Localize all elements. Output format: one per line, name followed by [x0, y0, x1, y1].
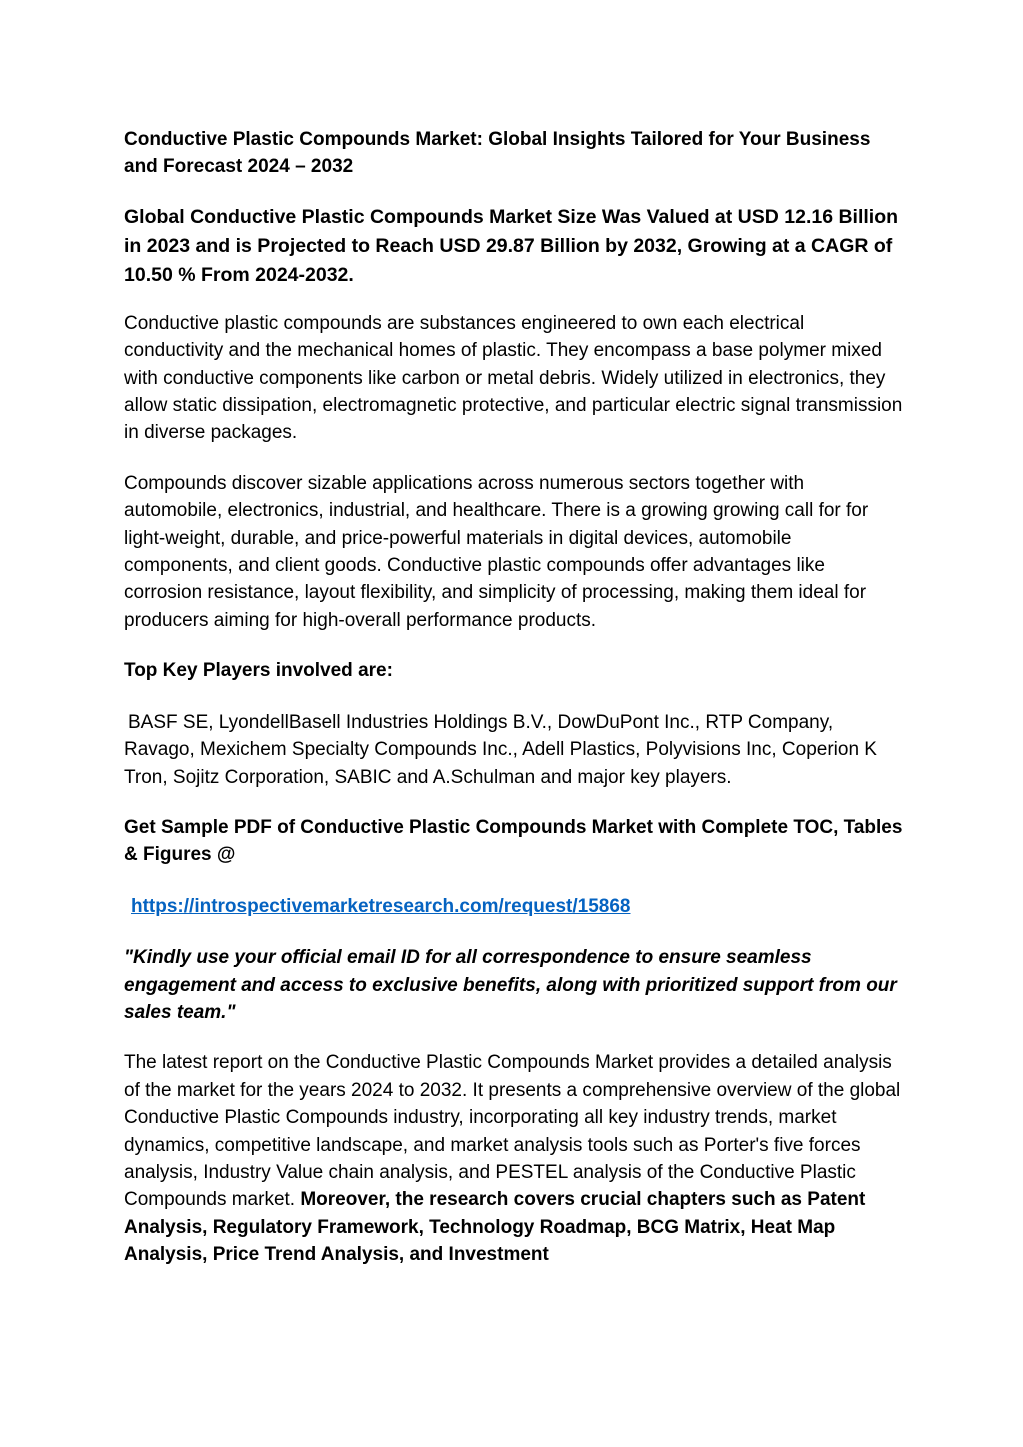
sample-request-link[interactable]: https://introspectivemarketresearch.com/request/15868: [131, 895, 631, 917]
report-paragraph: [124, 1049, 904, 1268]
report-paragraph-text: The latest report on the Conductive Plastic Compounds Market provides a detailed analysis of the market for the years 2024 to 2032. It presents a comprehensive overview of the global Conductive Plastic Compounds industry, incorporating all key industry trends, market dynamics, competitive landscape, and market analysis tools such as Porter's five forces analysis, Industry Value chain analysis, and PESTEL analysis of the Conductive Plastic Compounds market.: [124, 1052, 901, 1211]
intro-paragraph: Conductive plastic compounds are substances engineered to own each electrical conductivity and the mechanical homes of plastic. They encompass a base polymer mixed with conductive components like carbon or metal debris. Widely utilized in electronics, they allow static dissipation, electromagnetic protective, and particular electric signal transmission in diverse packages.: [124, 312, 903, 444]
applications-paragraph: Compounds discover sizable applications across numerous sectors together with automobile, electronics, industrial, and healthcare. There is a growing growing call for for light-weight, durable, and price-powerful materials in digital devices, automobile components, and client goods. Conductive plastic compounds offer advantages like corrosion resistance, layout flexibility, and simplicity of processing, making them ideal for producers aiming for high-overall performance products.: [124, 472, 869, 631]
report-paragraph-emphasis: Moreover, the research covers crucial chapters such as Patent Analysis, Regulatory Framework, Technology Roadmap, BCG Matrix, Heat Map Analysis, Price Trend Analysis, and Investment: [124, 1189, 866, 1266]
sample-pdf-heading: Get Sample PDF of Conductive Plastic Compounds Market with Complete TOC, Tables & Figures @: [124, 816, 903, 866]
document-page: [124, 126, 904, 1292]
market-size-headline: Global Conductive Plastic Compounds Market Size Was Valued at USD 12.16 Billion in 2023 and is Projected to Reach USD 29.87 Billion by 2032, Growing at a CAGR of 10.50 % From 2024-2032.: [124, 205, 899, 286]
sample-link-line: [124, 893, 904, 920]
key-players-heading: Top Key Players involved are:: [124, 660, 393, 682]
document-title: Conductive Plastic Compounds Market: Global Insights Tailored for Your Business and Forecast 2024 – 2032: [124, 129, 871, 178]
email-note: "Kindly use your official email ID for all correspondence to ensure seamless engagement and access to exclusive benefits, along with prioritized support from our sales team.": [124, 947, 897, 1023]
key-players-list: BASF SE, LyondellBasell Industries Holdings B.V., DowDuPont Inc., RTP Company, Ravago, Mexichem Specialty Compounds Inc., Adell Plastics, Polyvisions Inc, Coperion K Tron, Sojitz Corporation, SABIC and A.Schulman and major key players.: [124, 711, 877, 788]
